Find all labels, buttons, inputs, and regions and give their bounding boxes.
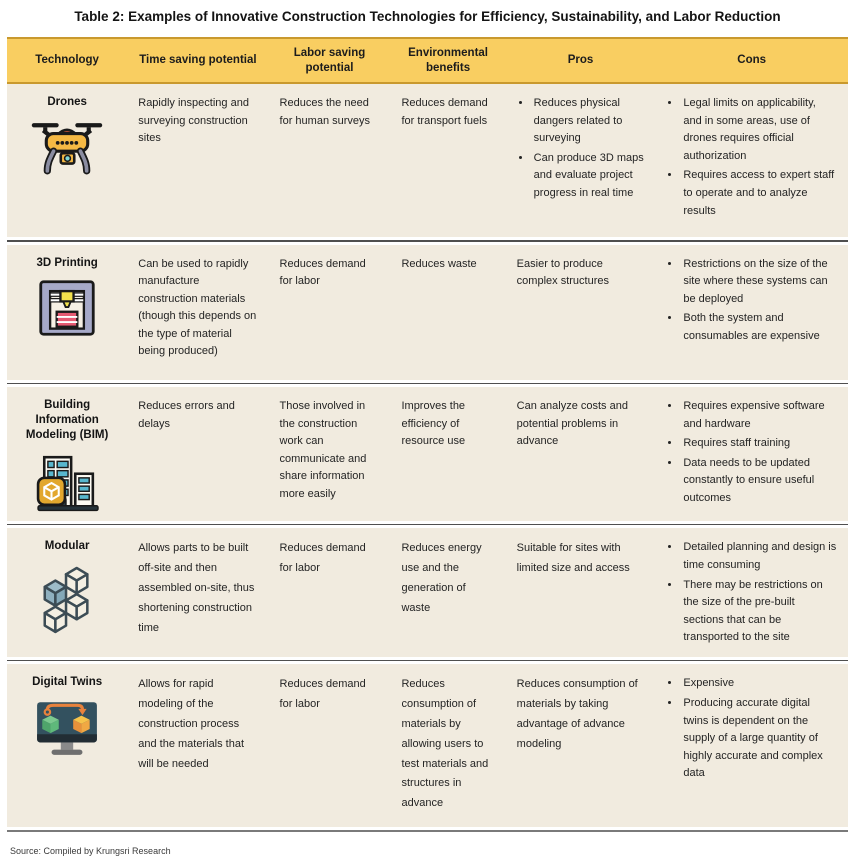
list-item: • Requires access to expert staff to operate and to analyze results (681, 167, 837, 220)
source-note: Source: Compiled by Krungsri Research (10, 845, 171, 856)
table-row-modular (7, 528, 848, 657)
cell-time-saving: Can be used to rapidly manufacture construction materials (though this depends on the type of material being produced) (138, 257, 257, 358)
cons-list (666, 675, 837, 783)
list-item: • Producing accurate digital twins is dependent on the supply of a large quantity of highly accurate and complex data (681, 695, 837, 783)
cell-labor-saving: Those involved in the construction work can communicate and share information more easily (279, 400, 367, 500)
cell-technology (7, 664, 127, 827)
cell-technology (7, 84, 127, 237)
technology-table (7, 37, 848, 827)
cell-time-saving: Reduces errors and delays (138, 400, 235, 430)
list-item: • Expensive (681, 675, 837, 693)
list-item: • Detailed planning and design is time consuming (681, 539, 837, 574)
technology-name: 3D Printing (36, 256, 98, 269)
cell-environmental: Reduces energy use and the generation of waste (401, 542, 482, 614)
cell-pros: Reduces consumption of materials by taking advantage of advance modeling (516, 678, 638, 750)
cell-environmental: Reduces demand for transport fuels (401, 97, 488, 127)
list-item: • Requires expensive software and hardware (681, 398, 837, 433)
row-divider (7, 524, 848, 526)
cell-cons (655, 528, 848, 657)
table-row-3d-printing (7, 245, 848, 380)
table-row-drones (7, 84, 848, 237)
list-item: • Data needs to be updated constantly to ensure useful outcomes (681, 455, 837, 508)
cell-cons (655, 664, 848, 827)
table-row-digital-twins (7, 664, 848, 827)
technology-name: Drones (47, 96, 87, 108)
cell-pros: Suitable for sites with limited size and access (516, 542, 630, 575)
cell-environmental: Reduces consumption of materials by allowing users to test materials and structures in advance (401, 678, 489, 810)
technology-name: Modular (44, 540, 90, 553)
cell-cons (655, 84, 848, 237)
list-item: • Both the system and consumables are expensive (681, 310, 837, 345)
cell-technology (7, 528, 127, 657)
list-item: • Restrictions on the size of the site where these systems can be deployed (681, 256, 837, 309)
list-item: • There may be restrictions on the size of the pre-built sections that can be transported to the site (681, 577, 837, 647)
cell-pros: Can analyze costs and potential problems in advance (516, 400, 628, 448)
column-header-pros: Pros (567, 54, 594, 67)
cell-time-saving: Allows for rapid modeling of the construction process and the materials that will be needed (138, 678, 245, 770)
cell-labor-saving: Reduces demand for labor (279, 678, 366, 711)
cell-cons (655, 245, 848, 380)
technology-name: Building Information Modeling (BIM) (25, 399, 109, 441)
cons-list (666, 95, 837, 220)
cons-list (666, 539, 837, 647)
cell-technology (7, 387, 127, 521)
list-item: • Requires staff training (681, 435, 837, 453)
column-header-labor-saving: Labor saving potential (293, 47, 366, 74)
column-header-environmental: Environmental benefits (408, 47, 489, 74)
cons-list (666, 256, 837, 346)
list-item: • Reduces physical dangers related to surveying (532, 95, 645, 148)
cell-pros: Easier to produce complex structures (516, 257, 609, 288)
column-header-cons: Cons (737, 54, 767, 67)
bim-building-icon (33, 451, 101, 513)
cell-environmental: Reduces waste (401, 257, 477, 270)
row-divider (7, 240, 848, 242)
cell-time-saving: Allows parts to be built off-site and then assembled on-site, thus shortening construction time (138, 542, 255, 634)
cell-time-saving: Rapidly inspecting and surveying construction sites (138, 97, 249, 145)
list-item: • Legal limits on applicability, and in some areas, use of drones requires official authorization (681, 95, 837, 165)
digital-twins-monitor-icon (34, 698, 100, 758)
column-header-time-saving: Time saving potential (139, 54, 257, 67)
pros-list (517, 95, 645, 203)
modular-cubes-icon (37, 562, 97, 634)
cell-technology (7, 245, 127, 380)
list-item: • Can produce 3D maps and evaluate project progress in real time (532, 150, 645, 203)
cell-environmental: Improves the efficiency of resource use (401, 400, 466, 448)
page-title: Table 2: Examples of Innovative Construction Technologies for Efficiency, Sustainability, and Labor Reduction (74, 9, 781, 24)
drone-icon (29, 118, 105, 176)
row-divider (7, 660, 848, 662)
cell-labor-saving: Reduces the need for human surveys (279, 97, 371, 127)
column-header-technology: Technology (35, 54, 99, 67)
cons-list (666, 398, 837, 508)
cell-pros (506, 84, 656, 237)
table-header-row (7, 37, 848, 84)
row-divider (7, 383, 848, 385)
cell-cons (655, 387, 848, 521)
3d-printer-icon (37, 278, 97, 338)
table-row-bim (7, 387, 848, 521)
cell-labor-saving: Reduces demand for labor (279, 257, 366, 288)
cell-labor-saving: Reduces demand for labor (279, 542, 366, 575)
technology-name: Digital Twins (32, 676, 103, 689)
